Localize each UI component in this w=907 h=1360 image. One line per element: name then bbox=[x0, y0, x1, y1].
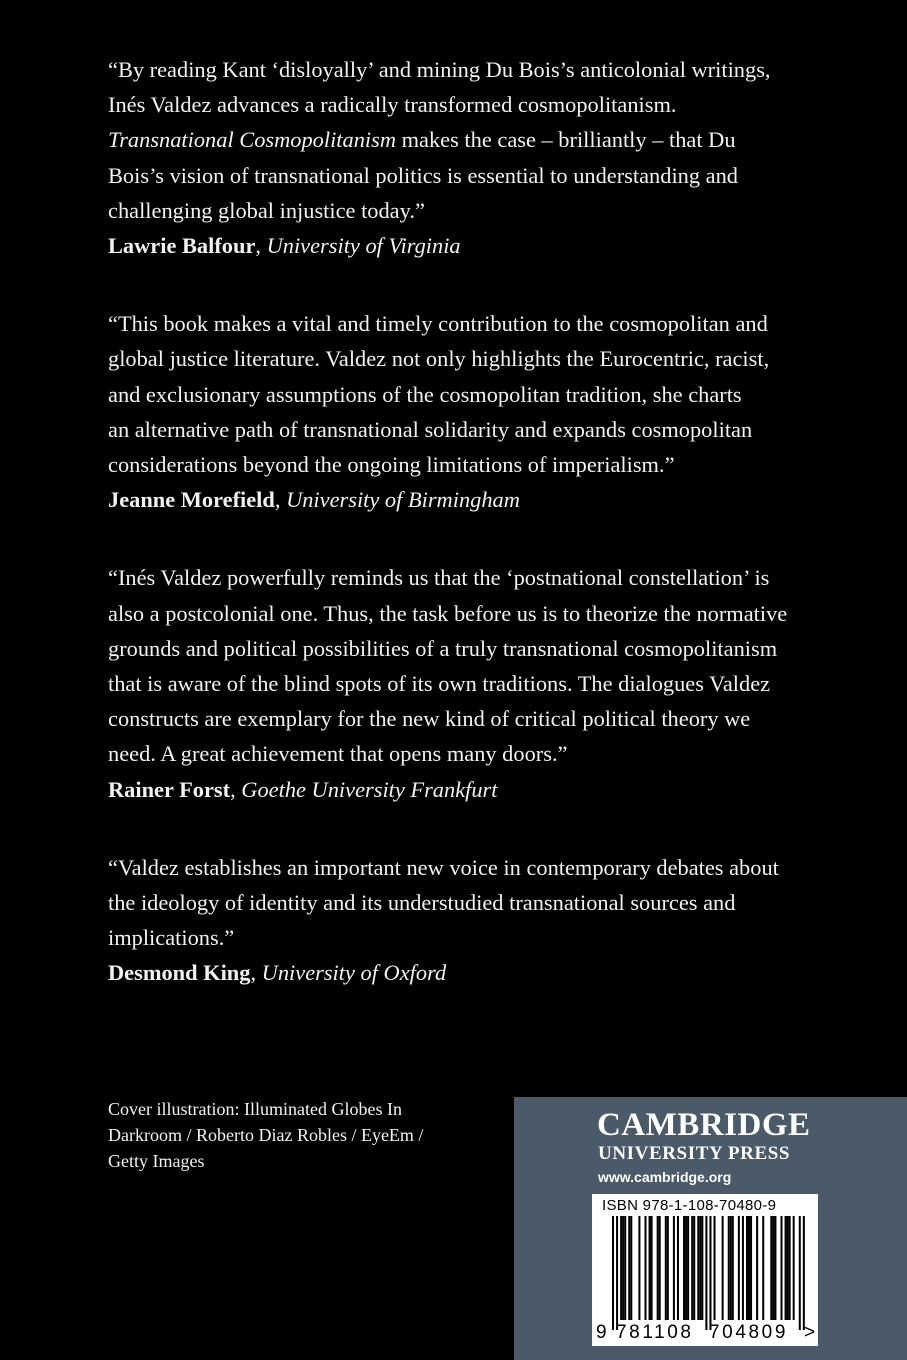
barcode-bar bbox=[803, 1216, 805, 1330]
endorser-affiliation: University of Birmingham bbox=[286, 487, 520, 513]
quote-line: need. A great achievement that opens many doors.” bbox=[108, 741, 568, 767]
barcode-bar bbox=[691, 1216, 693, 1320]
barcode-bar bbox=[730, 1216, 732, 1320]
barcode-bar bbox=[799, 1216, 801, 1330]
barcode-bar bbox=[622, 1216, 624, 1320]
quote-text: makes the case – brilliantly – that Du bbox=[396, 127, 736, 153]
endorser-affiliation: University of Oxford bbox=[261, 960, 447, 986]
barcode-bar bbox=[701, 1216, 703, 1320]
barcode-bar bbox=[732, 1216, 734, 1320]
barcode-bar bbox=[677, 1216, 679, 1320]
quote-line: “By reading Kant ‘disloyally’ and mining Du Bois’s anticolonial writings, bbox=[108, 57, 771, 82]
barcode-bar bbox=[693, 1216, 695, 1320]
barcode-bar bbox=[665, 1216, 667, 1320]
barcode-bar bbox=[785, 1216, 787, 1320]
barcode-bar bbox=[667, 1216, 669, 1320]
barcode-right-digits: 704809 bbox=[709, 1322, 789, 1343]
barcode-bar bbox=[659, 1216, 661, 1320]
book-title: Transnational Cosmopolitanism bbox=[108, 127, 397, 153]
barcode-bar bbox=[705, 1216, 707, 1330]
quote-line: the ideology of identity and its understudied transnational sources and bbox=[108, 890, 736, 916]
barcode-bar bbox=[793, 1216, 795, 1320]
quote-line bbox=[108, 122, 828, 157]
barcode-bar bbox=[709, 1216, 711, 1330]
barcode-bar bbox=[620, 1216, 622, 1320]
endorser-name: Lawrie Balfour bbox=[108, 233, 256, 259]
barcode-bar bbox=[699, 1216, 701, 1320]
cover-illustration-credit bbox=[108, 1096, 488, 1174]
barcode-bar bbox=[649, 1216, 651, 1320]
isbn-label: ISBN 978-1-108-70480-9 bbox=[602, 1197, 777, 1214]
quote-line: constructs are exemplary for the new kind of critical political theory we bbox=[108, 706, 751, 732]
barcode-bar bbox=[728, 1216, 730, 1320]
barcode-left-digits: 781108 bbox=[616, 1322, 694, 1343]
publisher-subtitle: UNIVERSITY PRESS bbox=[598, 1143, 791, 1164]
quote-line: grounds and political possibilities of a truly transnational cosmopolitanism bbox=[108, 635, 778, 661]
barcode-bar bbox=[628, 1216, 630, 1320]
barcode-bar bbox=[624, 1216, 626, 1320]
quote-line: “This book makes a vital and timely contribution to the cosmopolitan and bbox=[108, 311, 768, 337]
barcode-bar bbox=[762, 1216, 764, 1320]
endorser-name: Desmond King bbox=[108, 960, 251, 986]
quote-line: also a postcolonial one. Thus, the task before us is to theorize the normative bbox=[108, 600, 788, 626]
barcode-first-digit: 9 bbox=[596, 1322, 607, 1343]
endorsement-king bbox=[108, 850, 828, 991]
attribution: Rainer Forst, Goethe University Frankfurt bbox=[108, 776, 498, 802]
barcode-bar bbox=[787, 1216, 789, 1320]
attribution: Jeanne Morefield, University of Birmingham bbox=[108, 487, 520, 513]
barcode-bar bbox=[651, 1216, 653, 1320]
barcode-bar bbox=[722, 1216, 724, 1320]
barcode-bar bbox=[746, 1216, 748, 1320]
barcode-bar bbox=[697, 1216, 699, 1320]
barcode-bar bbox=[770, 1216, 772, 1320]
barcode-bar bbox=[756, 1216, 758, 1320]
barcode-bar bbox=[742, 1216, 744, 1320]
credit-line: Getty Images bbox=[108, 1151, 205, 1171]
quote-line: challenging global injustice today.” bbox=[108, 197, 425, 223]
attribution: Lawrie Balfour, University of Virginia bbox=[108, 233, 461, 259]
endorsement-morefield bbox=[108, 306, 828, 517]
endorsements bbox=[108, 52, 828, 1034]
quote-line: global justice literature. Valdez not only highlights the Eurocentric, racist, bbox=[108, 346, 770, 372]
quote-line: Bois’s vision of transnational politics is essential to understanding and bbox=[108, 162, 738, 188]
barcode-bar bbox=[789, 1216, 791, 1320]
barcode-bar bbox=[638, 1216, 640, 1320]
endorser-affiliation: Goethe University Frankfurt bbox=[241, 776, 498, 802]
endorser-name: Jeanne Morefield bbox=[108, 487, 275, 513]
endorser-affiliation: University of Virginia bbox=[266, 233, 461, 259]
barcode-bar bbox=[780, 1216, 782, 1320]
barcode-end-mark: > bbox=[804, 1322, 816, 1343]
barcode-bar bbox=[687, 1216, 689, 1320]
barcode-bar bbox=[630, 1216, 632, 1320]
publisher-name: CAMBRIDGE bbox=[597, 1107, 811, 1143]
publisher-url: www.cambridge.org bbox=[598, 1169, 732, 1185]
barcode-bar bbox=[683, 1216, 685, 1320]
barcode-bar bbox=[657, 1216, 659, 1320]
quote-line: and exclusionary assumptions of the cosmopolitan tradition, she charts bbox=[108, 381, 742, 407]
quote-line: “Inés Valdez powerfully reminds us that the ‘postnational constellation’ is bbox=[108, 565, 770, 591]
credit-line: Darkroom / Roberto Diaz Robles / EyeEm / bbox=[108, 1125, 424, 1145]
quote-line: implications.” bbox=[108, 925, 235, 951]
barcode-bar bbox=[673, 1216, 675, 1320]
barcode-bar bbox=[612, 1216, 614, 1330]
quote-line: “Valdez establishes an important new voice in contemporary debates about bbox=[108, 854, 779, 880]
quote-line: Inés Valdez advances a radically transformed cosmopolitanism. bbox=[108, 92, 677, 118]
quote-line: an alternative path of transnational solidarity and expands cosmopolitan bbox=[108, 416, 753, 442]
quote-line: that is aware of the blind spots of its own traditions. The dialogues Valdez bbox=[108, 671, 771, 697]
quote-line: considerations beyond the ongoing limitations of imperialism.” bbox=[108, 452, 675, 478]
attribution: Desmond King, University of Oxford bbox=[108, 960, 447, 986]
barcode-bar bbox=[685, 1216, 687, 1320]
credit-line: Cover illustration: Illuminated Globes In bbox=[108, 1099, 402, 1119]
barcode-bar bbox=[738, 1216, 740, 1320]
barcode-bar bbox=[772, 1216, 774, 1320]
barcode-bar bbox=[774, 1216, 776, 1320]
endorsement-balfour bbox=[108, 52, 828, 263]
barcode-bar bbox=[644, 1216, 646, 1320]
barcode-bar bbox=[748, 1216, 750, 1320]
endorsement-forst bbox=[108, 560, 828, 806]
barcode-bar bbox=[714, 1216, 716, 1320]
isbn-barcode bbox=[592, 1194, 818, 1346]
barcode-bar bbox=[750, 1216, 752, 1320]
publisher-panel bbox=[514, 1097, 907, 1360]
barcode-bar bbox=[616, 1216, 618, 1330]
endorser-name: Rainer Forst bbox=[108, 776, 231, 802]
